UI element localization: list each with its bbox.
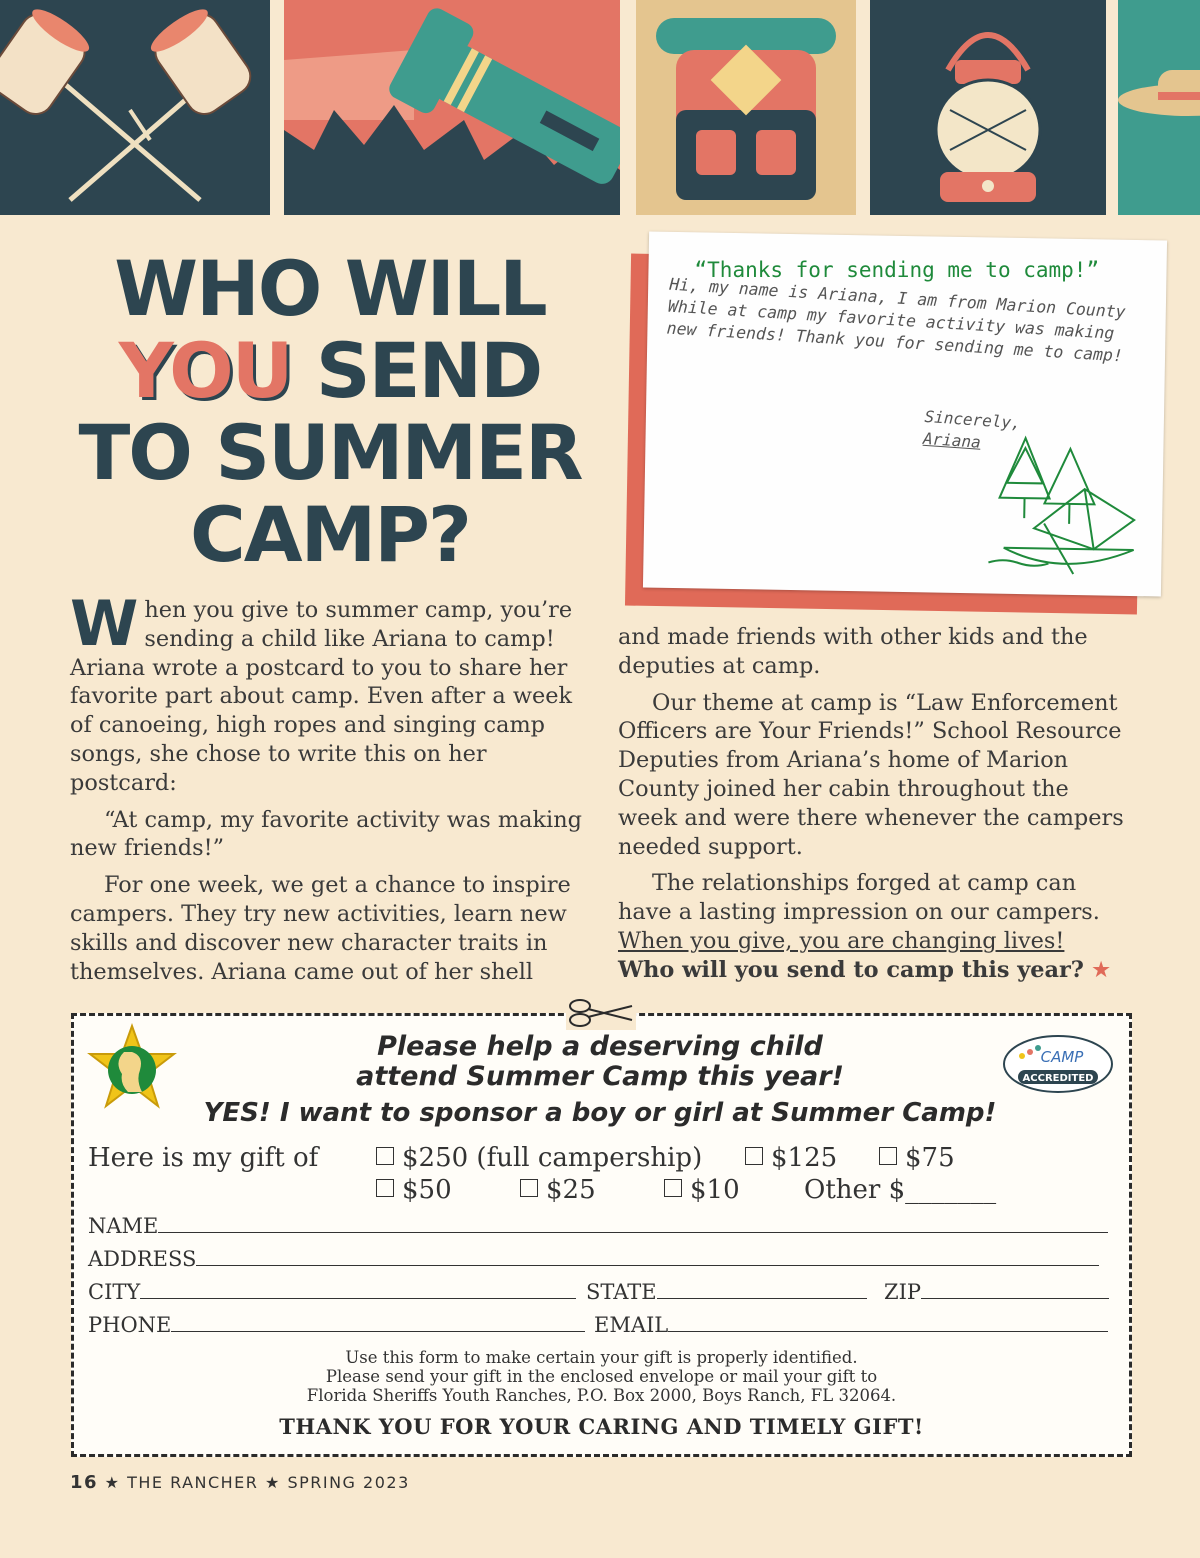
zip-label: ZIP [884,1280,922,1304]
issue-date: SPRING 2023 [287,1473,410,1492]
footer-star-icon: ★ [104,1473,121,1492]
option-label: $10 [690,1175,740,1205]
backpack-icon [636,0,856,215]
article-paragraph-5: Our theme at camp is “Law Enforcement Officers are Your Friends!” School Resource Deputies from Ariana’s home of Marion County joined her cabin throughout the week and were there whenever the campers needed support. [618,689,1124,860]
postcard-body: Hi, my name is Ariana, I am from Marion County While at camp my favorite activity was making new friends! Thank you for sending me to camp! [666,274,1127,366]
headline-line-1: WHO WILL [114,244,546,333]
checkbox[interactable] [664,1179,682,1197]
option-label: $75 [905,1143,955,1173]
postcard-signature: Ariana [922,428,982,452]
zip-field[interactable] [884,1278,1109,1306]
article-paragraph-4: and made friends with other kids and the deputies at camp. [618,624,1088,679]
address-line[interactable] [196,1245,1099,1266]
address-label: ADDRESS [88,1247,197,1271]
state-line[interactable] [657,1278,867,1299]
city-line[interactable] [140,1278,576,1299]
end-star-icon: ★ [1091,956,1112,983]
publication-name: THE RANCHER [127,1473,259,1492]
postcard-title: “Thanks for sending me to camp!” [694,257,1100,282]
coupon-heading-1: Please help a deserving child [377,1031,823,1062]
checkbox[interactable] [376,1147,394,1165]
article-paragraph-3: For one week, we get a chance to inspire campers. They try new activities, learn new skills and discover new character traits in themselves. Ariana came out of her shell [70,872,571,985]
fine-print-1: Use this form to make certain your gift is properly identified. [345,1348,858,1367]
name-line[interactable] [158,1212,1108,1233]
phone-field[interactable] [88,1311,585,1339]
city-field[interactable] [88,1278,576,1306]
gift-option-125[interactable] [745,1142,837,1174]
lantern-icon [870,0,1106,215]
gift-option-250[interactable] [376,1142,702,1174]
gift-option-25[interactable] [520,1174,596,1206]
headline-line-4: CAMP? [189,490,470,579]
phone-line[interactable] [171,1311,585,1332]
article-paragraph-6 [618,869,1132,955]
page-number: 16 [70,1472,99,1493]
email-field[interactable] [594,1311,1108,1339]
hat-icon [1118,0,1200,215]
page-title [70,244,590,579]
gift-option-other[interactable]: Other $_______ [804,1175,997,1205]
option-label: $25 [546,1175,596,1205]
checkbox[interactable] [376,1179,394,1197]
name-field[interactable] [88,1212,1108,1240]
gift-option-10[interactable] [664,1174,740,1206]
closing-question [618,956,1132,985]
article-column-left [70,587,582,994]
email-label: EMAIL [594,1313,669,1337]
page-footer [70,1472,410,1493]
name-label: NAME [88,1214,159,1238]
option-label: $250 (full campership) [402,1143,703,1173]
state-label: STATE [586,1280,657,1304]
gift-label: Here is my gift of [88,1143,319,1173]
checkbox[interactable] [520,1179,538,1197]
tent-canoe-icon [983,427,1146,580]
article-paragraph-1 [70,587,582,798]
email-line[interactable] [668,1311,1108,1332]
option-label: $125 [771,1143,838,1173]
article-column-right [618,623,1132,985]
city-label: CITY [88,1280,141,1304]
coupon-heading-2: attend Summer Camp this year! [356,1061,844,1092]
article-paragraph-2: “At camp, my favorite activity was making new friends!” [70,806,582,862]
thank-you-line: THANK YOU FOR YOUR CARING AND TIMELY GIFT! [279,1414,924,1439]
postcard-sincerely: Sincerely, [923,406,1022,433]
scissors-icon [566,996,636,1030]
gift-option-50[interactable] [376,1174,452,1206]
footer-star-icon: ★ [265,1473,281,1492]
headline-send: SEND [291,326,542,415]
gift-option-75[interactable] [879,1142,955,1174]
checkbox[interactable] [745,1147,763,1165]
headline-line-2 [70,326,590,415]
zip-line[interactable] [921,1278,1109,1299]
paragraph-6-text: The relationships forged at camp can have a lasting impression on our campers. [618,870,1100,926]
phone-label: PHONE [88,1313,172,1337]
seal-accredited-text: ACCREDITED [1022,1073,1094,1084]
coupon-heading-3: YES! I want to sponsor a boy or girl at Summer Camp! [203,1098,997,1128]
seal-camp-text: CAMP [1040,1048,1084,1066]
checkbox[interactable] [879,1147,897,1165]
fine-print-3: Florida Sheriffs Youth Ranches, P.O. Box 2000, Boys Ranch, FL 32064. [306,1386,897,1405]
paragraph-1-text: hen you give to summer camp, you’re sending a child like Ariana to camp! Ariana wrote a postcard to you to share her favorite part about camp. Even after a week of canoeing, high ropes and singing camp songs, she chose to write this on her postcard: [70,597,573,796]
dropcap: W [70,587,139,660]
flashlight-icon [284,0,620,215]
postcard [643,232,1167,597]
fine-print-2: Please send your gift in the enclosed envelope or mail your gift to [325,1367,878,1386]
state-field[interactable] [586,1278,867,1306]
headline-you: YOU [118,326,292,415]
paragraph-6-underline: When you give, you are changing lives! [618,927,1065,954]
marshmallow-icon [0,0,270,215]
headline-line-3: TO SUMMER [78,408,582,497]
address-field[interactable] [88,1245,1099,1273]
option-label: $50 [402,1175,452,1205]
closing-question-text: Who will you send to camp this year? [618,956,1084,983]
